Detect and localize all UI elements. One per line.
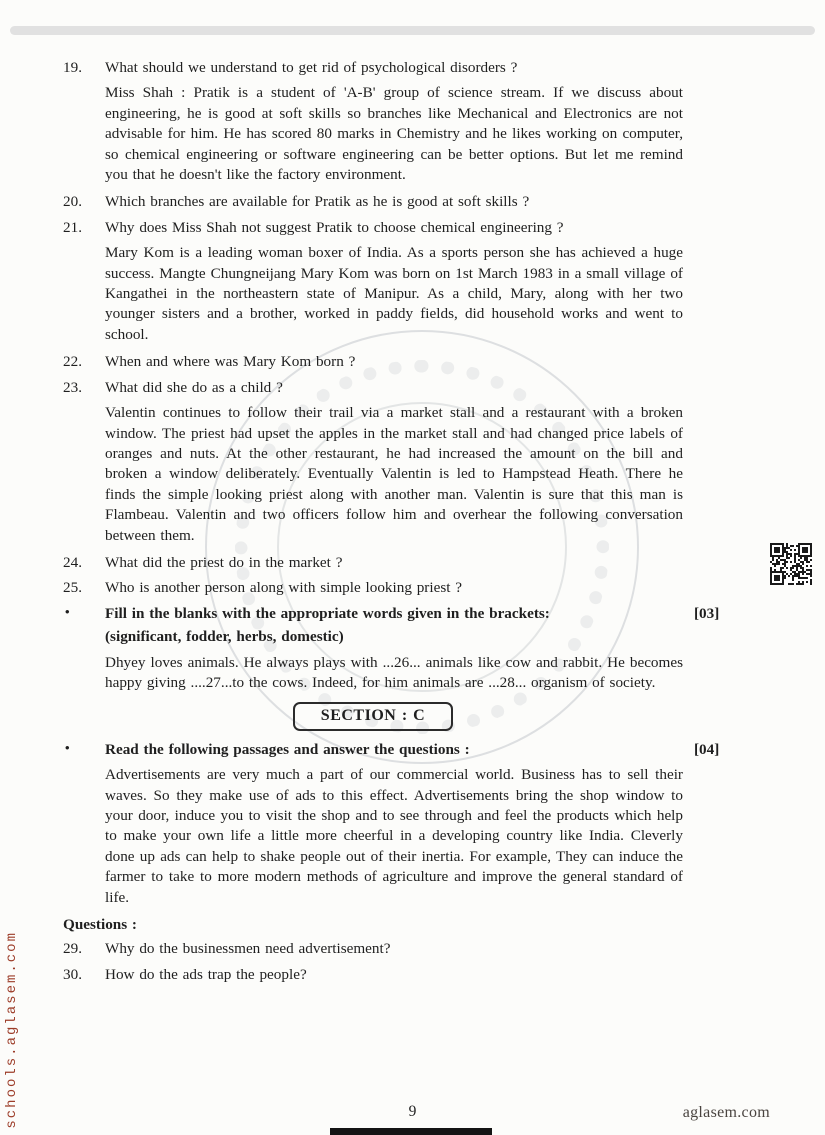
section-header-wrap	[63, 702, 683, 730]
marks-badge: [03]	[694, 604, 720, 622]
instruction-line: Fill in the blanks with the appropriate words given in the brackets:	[105, 604, 550, 622]
passage-paragraph: Dhyey loves animals. He always plays with ...26... animals like cow and rabbit. He becomes happy giving ....27...to the cows. Indeed, for him animals are ...28... organism of society.	[105, 653, 683, 691]
question-row	[63, 965, 683, 985]
passage-paragraph: Valentin continues to follow their trail via a market stall and a restaurant with a broken window. The priest had upset the apples in the market stall and had changed price labels of oranges and nuts. At the other restaurant, he had increased the amount on the bill and broken a window deliberately. Eventually Valentin is led to Hampstead Heath. There he finds the simple looking priest along with another man. Valentin is sure that this man is Flambeau. Valentin and two officers follow him and overhear the following conversation between them.	[105, 404, 683, 544]
marks-badge: [04]	[694, 740, 720, 758]
question-row	[63, 578, 683, 598]
question-number: 19.	[63, 59, 82, 76]
scan-top-edge	[10, 26, 815, 35]
question-row	[63, 192, 683, 212]
question-row	[63, 939, 683, 959]
passage-paragraph: Mary Kom is a leading woman boxer of India. As a sports person she has achieved a huge success. Mangte Chungneijang Mary Kom was born on 1st March 1983 in a small village of Kangathei in the northeastern state of Manipur. As a child, Mary, along with her two younger sisters and a brother, worked in paddy fields, did household works and went to school.	[105, 244, 683, 343]
question-row	[63, 352, 683, 372]
question-row	[63, 378, 683, 398]
question-number: 25.	[63, 579, 82, 597]
question-number: 24.	[63, 553, 82, 571]
instruction-item	[63, 739, 720, 760]
question-text: What did the priest do in the market ?	[105, 553, 343, 571]
question-number: 23.	[63, 378, 82, 396]
footer-site-text: aglasem.com	[682, 1104, 770, 1121]
passage-paragraph: Miss Shah : Pratik is a student of 'A-B' group of science stream. If we discuss about engineering, he is good at soft skills so branches like Mechanical and Electronics are not advisable for him. He has scored 80 marks in Chemistry and he likes working on computer, so chemical engineering or software engineering can be better options. But let me remind you that he doesn't like the factory environment.	[105, 84, 683, 184]
instruction-line: Read the following passages and answer the questions :	[105, 740, 470, 758]
instruction-item	[63, 603, 720, 648]
question-text: What should we understand to get rid of psychological disorders ?	[105, 59, 518, 76]
question-text: Why do the businessmen need advertisement?	[105, 940, 391, 958]
page-number: 9	[408, 1103, 417, 1120]
question-text: When and where was Mary Kom born ?	[105, 353, 356, 371]
question-text: Which branches are available for Pratik as he is good at soft skills ?	[105, 193, 530, 211]
question-row	[63, 553, 683, 573]
qr-code	[770, 543, 812, 585]
side-watermark-text: schools.aglasem.com	[4, 931, 20, 1129]
question-text: How do the ads trap the people?	[105, 965, 307, 983]
questions-label: Questions :	[63, 916, 137, 934]
scan-bottom-bar	[330, 1128, 492, 1135]
question-text: Who is another person along with simple looking priest ?	[105, 579, 462, 597]
question-row	[63, 218, 683, 238]
question-number: 20.	[63, 193, 82, 211]
question-text: Why does Miss Shah not suggest Pratik to choose chemical engineering ?	[105, 218, 564, 236]
question-number: 22.	[63, 353, 82, 371]
bullet-icon: •	[65, 739, 70, 755]
question-number: 29.	[63, 940, 82, 958]
question-number: 30.	[63, 965, 82, 983]
bullet-icon: •	[65, 603, 70, 619]
question-paper-content	[63, 58, 720, 990]
instruction-line: (significant, fodder, herbs, domestic)	[105, 628, 344, 646]
question-row	[63, 58, 683, 78]
section-header: SECTION : C	[293, 702, 453, 730]
passage-paragraph: Advertisements are very much a part of our commercial world. Business has to sell their waves. So they make use of ads to this effect. Advertisements bring the shop window to your door, induce you to visit the shop and to see through and feel the products which help to make your own life a little more cheerful in a developing country like India. Cleverly done up ads can help to shake people out of their inertia. For example, They can induce the farmer to take to more modern methods of agriculture and improve the general standard of life.	[105, 766, 683, 906]
question-text: What did she do as a child ?	[105, 378, 283, 396]
question-number: 21.	[63, 218, 82, 236]
